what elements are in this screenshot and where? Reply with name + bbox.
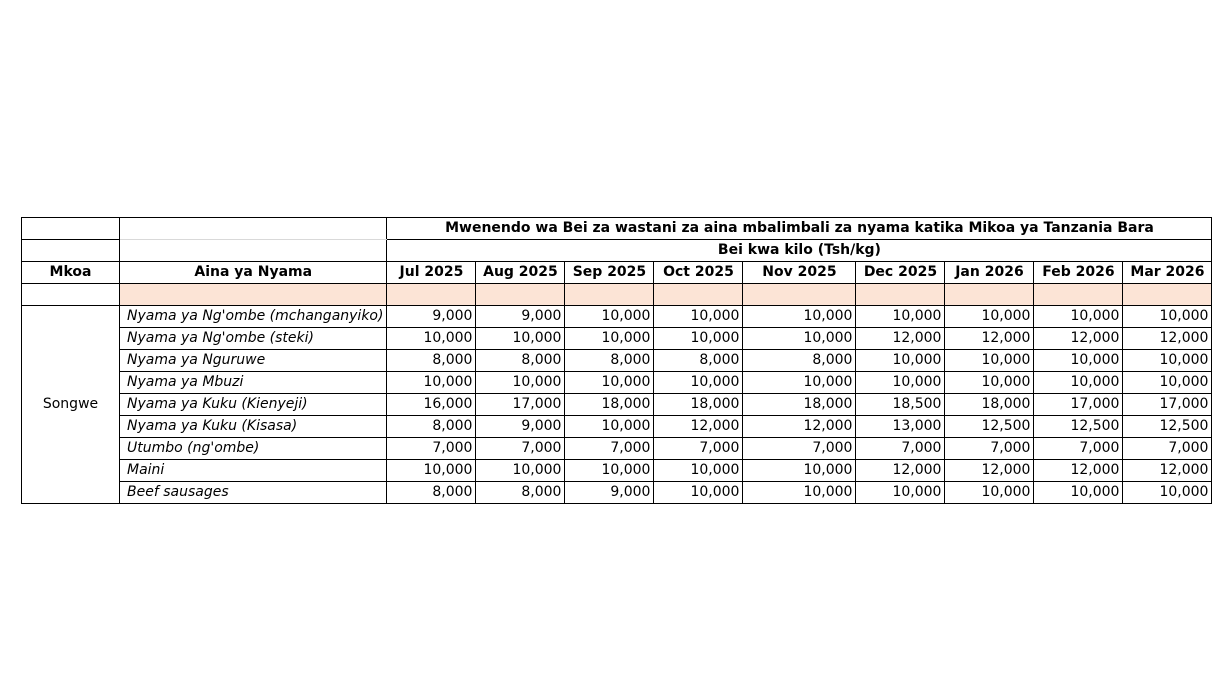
spacer-cell[interactable] bbox=[565, 284, 654, 306]
price-cell[interactable]: 7,000 bbox=[1034, 438, 1123, 460]
month-header: Mar 2026 bbox=[1123, 262, 1212, 284]
product-header: Aina ya Nyama bbox=[120, 262, 387, 284]
month-header: Oct 2025 bbox=[654, 262, 743, 284]
empty-cell[interactable] bbox=[22, 284, 120, 306]
price-cell[interactable]: 10,000 bbox=[945, 372, 1034, 394]
month-header: Feb 2026 bbox=[1034, 262, 1123, 284]
price-cell[interactable]: 12,000 bbox=[743, 416, 856, 438]
price-cell[interactable]: 10,000 bbox=[1034, 306, 1123, 328]
product-cell[interactable]: Nyama ya Kuku (Kienyeji) bbox=[120, 394, 387, 416]
price-cell[interactable]: 10,000 bbox=[1123, 372, 1212, 394]
spacer-cell[interactable] bbox=[856, 284, 945, 306]
price-cell[interactable]: 10,000 bbox=[476, 328, 565, 350]
month-header: Jan 2026 bbox=[945, 262, 1034, 284]
price-cell[interactable]: 8,000 bbox=[387, 350, 476, 372]
price-cell[interactable]: 9,000 bbox=[565, 482, 654, 504]
table-row bbox=[22, 438, 1212, 460]
title-row bbox=[22, 218, 1212, 240]
price-cell[interactable]: 12,000 bbox=[1034, 328, 1123, 350]
price-cell[interactable]: 12,000 bbox=[856, 328, 945, 350]
product-cell[interactable]: Nyama ya Mbuzi bbox=[120, 372, 387, 394]
price-cell[interactable]: 10,000 bbox=[856, 482, 945, 504]
price-cell[interactable]: 10,000 bbox=[1034, 482, 1123, 504]
spacer-cell[interactable] bbox=[120, 284, 387, 306]
table-row bbox=[22, 460, 1212, 482]
product-cell[interactable]: Nyama ya Ng'ombe (mchanganyiko) bbox=[120, 306, 387, 328]
spacer-cell[interactable] bbox=[1123, 284, 1212, 306]
price-cell[interactable]: 10,000 bbox=[945, 306, 1034, 328]
header-row bbox=[22, 262, 1212, 284]
price-cell[interactable]: 18,500 bbox=[856, 394, 945, 416]
price-cell[interactable]: 12,000 bbox=[945, 328, 1034, 350]
month-header: Sep 2025 bbox=[565, 262, 654, 284]
price-cell[interactable]: 9,000 bbox=[387, 306, 476, 328]
price-cell[interactable]: 10,000 bbox=[1034, 372, 1123, 394]
table-row bbox=[22, 482, 1212, 504]
spacer-cell[interactable] bbox=[743, 284, 856, 306]
region-cell[interactable]: Songwe bbox=[22, 306, 120, 504]
price-cell[interactable]: 8,000 bbox=[387, 416, 476, 438]
price-cell[interactable]: 10,000 bbox=[856, 306, 945, 328]
price-cell[interactable]: 10,000 bbox=[654, 460, 743, 482]
price-cell[interactable]: 10,000 bbox=[743, 372, 856, 394]
price-cell[interactable]: 10,000 bbox=[945, 350, 1034, 372]
product-cell[interactable]: Nyama ya Ng'ombe (steki) bbox=[120, 328, 387, 350]
price-cell[interactable]: 8,000 bbox=[476, 482, 565, 504]
price-cell[interactable]: 10,000 bbox=[654, 306, 743, 328]
price-cell[interactable]: 7,000 bbox=[387, 438, 476, 460]
price-cell[interactable]: 17,000 bbox=[476, 394, 565, 416]
price-cell[interactable]: 10,000 bbox=[743, 460, 856, 482]
price-cell[interactable]: 10,000 bbox=[743, 328, 856, 350]
price-cell[interactable]: 10,000 bbox=[1034, 350, 1123, 372]
price-cell[interactable]: 12,000 bbox=[1123, 460, 1212, 482]
price-cell[interactable]: 13,000 bbox=[856, 416, 945, 438]
price-cell[interactable]: 12,000 bbox=[1123, 328, 1212, 350]
price-cell[interactable]: 12,500 bbox=[1034, 416, 1123, 438]
price-cell[interactable]: 10,000 bbox=[476, 372, 565, 394]
spacer-cell[interactable] bbox=[1034, 284, 1123, 306]
price-cell[interactable]: 10,000 bbox=[1123, 350, 1212, 372]
price-cell[interactable]: 10,000 bbox=[565, 460, 654, 482]
table-row bbox=[22, 394, 1212, 416]
price-cell[interactable]: 12,000 bbox=[856, 460, 945, 482]
month-header: Aug 2025 bbox=[476, 262, 565, 284]
empty-cell[interactable] bbox=[120, 218, 387, 240]
table-row bbox=[22, 372, 1212, 394]
price-cell[interactable]: 7,000 bbox=[654, 438, 743, 460]
spacer-cell[interactable] bbox=[476, 284, 565, 306]
price-cell[interactable]: 7,000 bbox=[743, 438, 856, 460]
price-cell[interactable]: 7,000 bbox=[945, 438, 1034, 460]
month-header: Dec 2025 bbox=[856, 262, 945, 284]
price-cell[interactable]: 10,000 bbox=[387, 328, 476, 350]
price-cell[interactable]: 10,000 bbox=[387, 460, 476, 482]
price-cell[interactable]: 10,000 bbox=[743, 482, 856, 504]
price-cell[interactable]: 10,000 bbox=[856, 350, 945, 372]
empty-cell[interactable] bbox=[22, 218, 120, 240]
price-cell[interactable]: 8,000 bbox=[476, 350, 565, 372]
region-header: Mkoa bbox=[22, 262, 120, 284]
price-table bbox=[21, 217, 1212, 504]
price-cell[interactable]: 12,000 bbox=[654, 416, 743, 438]
price-cell[interactable]: 8,000 bbox=[654, 350, 743, 372]
month-header: Jul 2025 bbox=[387, 262, 476, 284]
table-row bbox=[22, 306, 1212, 328]
price-cell[interactable]: 10,000 bbox=[654, 328, 743, 350]
price-cell[interactable]: 16,000 bbox=[387, 394, 476, 416]
price-cell[interactable]: 18,000 bbox=[743, 394, 856, 416]
price-cell[interactable]: 12,500 bbox=[945, 416, 1034, 438]
table-title: Mwenendo wa Bei za wastani za aina mbalimbali za nyama katika Mikoa ya Tanzania Bara bbox=[387, 218, 1212, 240]
price-cell[interactable]: 18,000 bbox=[565, 394, 654, 416]
price-cell[interactable]: 12,000 bbox=[1034, 460, 1123, 482]
price-cell[interactable]: 12,500 bbox=[1123, 416, 1212, 438]
product-cell[interactable]: Nyama ya Nguruwe bbox=[120, 350, 387, 372]
price-cell[interactable]: 12,000 bbox=[945, 460, 1034, 482]
spacer-row bbox=[22, 284, 1212, 306]
price-cell[interactable]: 17,000 bbox=[1034, 394, 1123, 416]
price-cell[interactable]: 10,000 bbox=[945, 482, 1034, 504]
product-cell[interactable]: Nyama ya Kuku (Kisasa) bbox=[120, 416, 387, 438]
price-cell[interactable]: 7,000 bbox=[1123, 438, 1212, 460]
empty-cell[interactable] bbox=[22, 240, 120, 262]
spacer-cell[interactable] bbox=[387, 284, 476, 306]
price-cell[interactable]: 10,000 bbox=[565, 416, 654, 438]
price-cell[interactable]: 9,000 bbox=[476, 416, 565, 438]
subtitle-row bbox=[22, 240, 1212, 262]
price-cell[interactable]: 10,000 bbox=[1123, 482, 1212, 504]
product-cell[interactable]: Maini bbox=[120, 460, 387, 482]
price-cell[interactable]: 7,000 bbox=[856, 438, 945, 460]
empty-cell[interactable] bbox=[120, 240, 387, 262]
price-cell[interactable]: 8,000 bbox=[387, 482, 476, 504]
month-header: Nov 2025 bbox=[743, 262, 856, 284]
price-cell[interactable]: 7,000 bbox=[476, 438, 565, 460]
table-row bbox=[22, 350, 1212, 372]
price-cell[interactable]: 8,000 bbox=[743, 350, 856, 372]
price-cell[interactable]: 18,000 bbox=[654, 394, 743, 416]
price-cell[interactable]: 10,000 bbox=[387, 372, 476, 394]
price-cell[interactable]: 10,000 bbox=[743, 306, 856, 328]
price-cell[interactable]: 10,000 bbox=[476, 460, 565, 482]
table-row bbox=[22, 416, 1212, 438]
spacer-cell[interactable] bbox=[654, 284, 743, 306]
price-cell[interactable]: 8,000 bbox=[565, 350, 654, 372]
price-cell[interactable]: 10,000 bbox=[565, 306, 654, 328]
price-cell[interactable]: 18,000 bbox=[945, 394, 1034, 416]
table-subtitle: Bei kwa kilo (Tsh/kg) bbox=[387, 240, 1212, 262]
price-cell[interactable]: 10,000 bbox=[654, 372, 743, 394]
price-cell[interactable]: 17,000 bbox=[1123, 394, 1212, 416]
price-cell[interactable]: 10,000 bbox=[856, 372, 945, 394]
price-cell[interactable]: 10,000 bbox=[565, 328, 654, 350]
price-cell[interactable]: 7,000 bbox=[565, 438, 654, 460]
price-cell[interactable]: 10,000 bbox=[565, 372, 654, 394]
table-row bbox=[22, 328, 1212, 350]
price-cell[interactable]: 10,000 bbox=[654, 482, 743, 504]
spacer-cell[interactable] bbox=[945, 284, 1034, 306]
product-cell[interactable]: Beef sausages bbox=[120, 482, 387, 504]
price-cell[interactable]: 9,000 bbox=[476, 306, 565, 328]
product-cell[interactable]: Utumbo (ng'ombe) bbox=[120, 438, 387, 460]
price-cell[interactable]: 10,000 bbox=[1123, 306, 1212, 328]
